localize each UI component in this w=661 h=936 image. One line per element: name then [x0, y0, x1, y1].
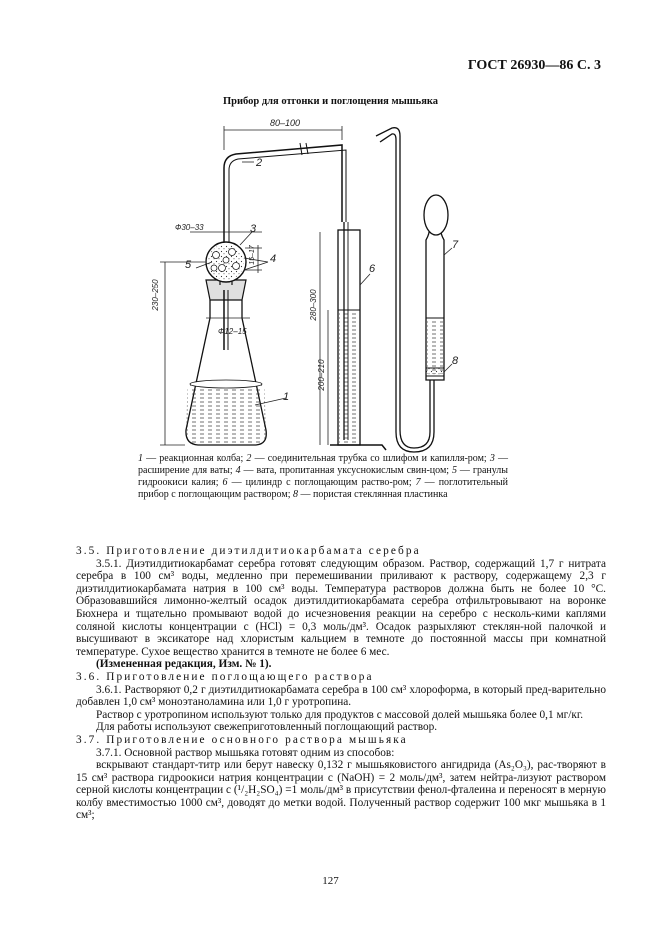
label-8: 8	[452, 355, 459, 367]
absorber-apparatus	[376, 128, 448, 452]
label-6: 6	[369, 263, 376, 275]
urotropin-note: Раствор с уротропином используют только для продуктов с массовой долей мышьяка более 0,1 мг/кг.	[96, 708, 584, 721]
absorption-cylinder	[330, 222, 386, 450]
section-3-5-heading: 3.5. Приготовление диэтилдитиокарбамата серебра	[76, 545, 421, 557]
section-3-7-heading: 3.7. Приготовление основного раствора мышьяка	[76, 733, 408, 746]
section-3-7-1: 3.7.1. Основной раствор мышьяка готовят одним из способов:	[96, 746, 395, 759]
figure-caption: 1 — реакционная колба; 2 — соединительная трубка со шлифом и капилля-ром; 3 — расширение для ваты; 4 — вата, пропитанная уксуснокислым свин-цом; 5 — гранулы гидроокиси калия; 6 — цилиндр с поглощающим раство-ром; 7 — поглотительный прибор с поглощающим раствором; 8 — пористая стеклянная пластинка	[138, 453, 509, 500]
label-7: 7	[452, 239, 459, 251]
dim-15-17: 15–17	[249, 245, 256, 265]
section-3-6-heading: 3.6. Приготовление поглощающего раствора	[76, 670, 374, 683]
fresh-solution-note: Для работы используют свежеприготовленный поглощающий раствор.	[96, 721, 438, 734]
section-3-6-1: 3.6.1. Растворяют 0,2 г диэтилдитиокарбамата серебра в 100 см³ хлороформа, в который пред-варительно добавлен 1,0 см³ моноэтаноламина или 1,0 г уротропина.	[76, 683, 606, 709]
section-3-5-1: 3.5.1. Диэтилдитиокарбамат серебра готовят следующим образом. Раствор, содержащий 1,7 г нитрата серебра в 100 см³ воды, медленно при перемешивании приливают к раствору, содержащему 2,3 г диэтилдитиокарбамата натрия в 100 см³ воды. Температура растворов должна быть не более 10 °С. Образовавшийся лимонно-желтый осадок диэтилдитиокарбамата серебра отфильтровывают на воронке Бюхнера и тщательно промывают водой до исчезновения реакции на серебро с несколь-кими каплями соляной кислоты концентрации c (HCl) = 0,3 моль/дм³. Осадок разрыхляют стеклян-ной палочкой и высушивают в эксикаторе над хлористым кальцием в темноте до постоянной массы при комнатной температуре. Сухое вещество хранится в темноте не более 6 мес.	[76, 557, 606, 658]
label-2: 2	[256, 157, 263, 169]
revision-note: (Измененная редакция, Изм. № 1).	[96, 658, 272, 671]
connecting-tube	[224, 145, 342, 242]
reaction-flask	[186, 300, 266, 445]
label-3: 3	[250, 223, 257, 235]
figure-title: Прибор для отгонки и поглощения мышьяка	[222, 96, 439, 107]
body-text	[76, 545, 606, 822]
dim-80-100: 80–100	[269, 118, 301, 128]
page-number: 127	[322, 875, 339, 887]
dim-230-250: 230–250	[151, 279, 160, 311]
dim-12-15: Ф12–15	[218, 327, 247, 336]
label-4: 4	[270, 253, 277, 265]
apparatus-figure	[0, 0, 661, 460]
label-5: 5	[185, 259, 192, 271]
flask-stopper	[206, 280, 246, 300]
dim-200-210: 200–210	[317, 359, 326, 391]
dim-280-300: 280–300	[309, 289, 318, 321]
label-1: 1	[283, 391, 290, 403]
method-paragraph: вскрывают стандарт-титр или берут навеску 0,132 г мышьяковистого ангидрида (As₂O₃), рас-творяют в 15 см³ раствора гидроокиси натрия концентрации c (NaOH) = 2 моль/дм³, затем нейтра-лизуют раствором серной кислоты концентрации c (¹/₂H₂SO₄) =1 моль/дм³ в присутствии фенол-фталеина и переносят в мерную колбу вместимостью 1000 см³, доводят до метки водой. Полученный раствор содержит 100 мкг мышьяка в 1 см³;	[76, 759, 606, 822]
dim-30-33: Ф30–33	[175, 223, 204, 232]
page-header: ГОСТ 26930—86 С. 3	[467, 58, 601, 73]
